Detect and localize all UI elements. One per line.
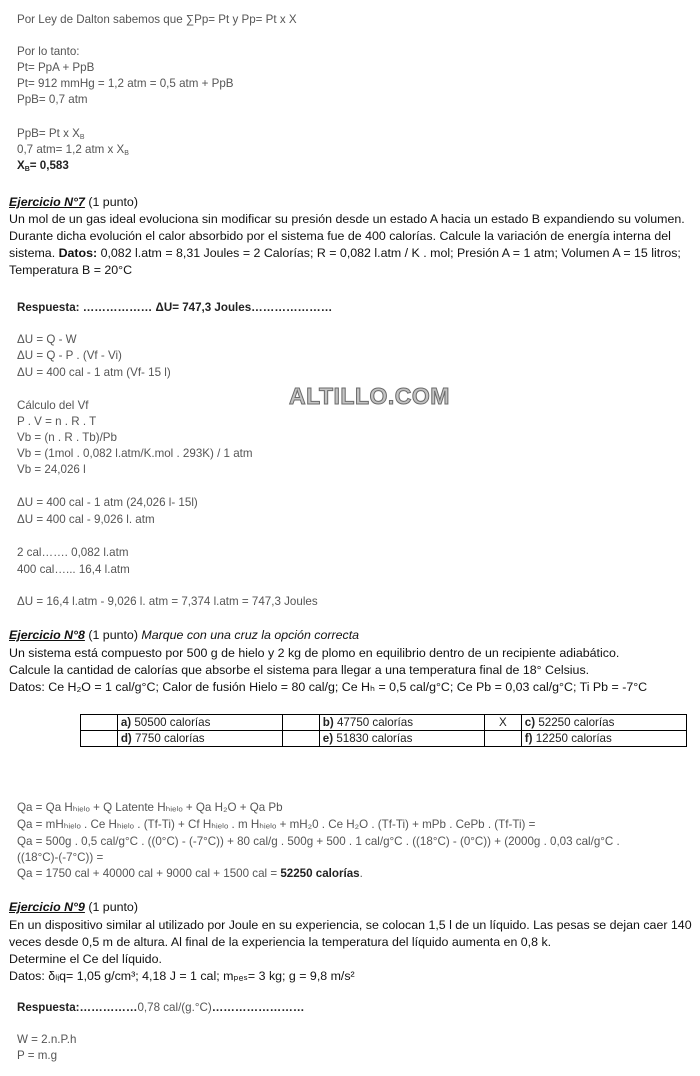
watermark-logo: ALTILLO.COM <box>289 383 450 409</box>
ej8-para-1: Un sistema está compuesto por 500 g de hielo y 2 kg de plomo en equilibrio dentro de un recipiente adiabático. <box>9 646 620 660</box>
ej8-calc-2: Qa = mHₕᵢₑₗₒ . Ce Hₕᵢₑₗₒ . (Tf-Ti) + Cf Hₕᵢₑₗₒ . m Hₕᵢₑₗₒ + mH₂0 . Ce H₂O . (Tf-Ti) + mPb . CePb . (Tf-Ti) = <box>17 818 536 831</box>
intro-line-5: 0,7 atm= 1,2 atm x $X_B$ <box>17 143 129 157</box>
ej9-step-2: P = m.g <box>17 1049 58 1062</box>
ej7-step-7: Vb = (1mol . 0,082 l.atm/K.mol . 293K) / 1 atm <box>17 447 253 460</box>
ej9-para-4: Datos: δₗᵢq= 1,05 g/cm³; 4,18 J = 1 cal; mₚₑₛ= 3 kg; g = 9,8 m/s² <box>9 969 355 983</box>
ej7-heading: Ejercicio N°7 (1 punto) <box>9 195 138 209</box>
ej9-heading: Ejercicio N°9 (1 punto) <box>9 900 138 914</box>
ej7-step-4: Cálculo del Vf <box>17 399 89 412</box>
option-a-mark[interactable] <box>81 715 118 731</box>
option-e: e) 51830 calorías <box>319 731 484 747</box>
ej7-step-8: Vb = 24,026 l <box>17 463 86 476</box>
option-a: a) 50500 calorías <box>117 715 282 731</box>
ej9-para-1: En un dispositivo similar al utilizado por Joule en su experiencia, se colocan 1,5 l de un líquido. Las pesas se dejan caer 140 <box>9 918 692 932</box>
ej7-step-13: ΔU = 16,4 l.atm - 9,026 l. atm = 7,374 l.atm = 747,3 Joules <box>17 595 318 608</box>
ej7-step-2: ΔU = Q - P . (Vf - Vi) <box>17 349 122 362</box>
option-f: f) 12250 calorías <box>521 731 686 747</box>
ej7-step-6: Vb = (n . R . Tb)/Pb <box>17 431 117 444</box>
ej7-para-2: Durante dicha evolución el calor absorbido por el sistema fue de 400 calorías. Calcule la variación de energía interna del <box>9 229 671 243</box>
ej9-para-2: veces desde 0,5 m de altura. Al final de la experiencia la temperatura del líquido aumenta en 0,8 k. <box>9 935 552 949</box>
ej7-respuesta: Respuesta: ……………… ΔU= 747,3 Joules………………… <box>17 301 333 314</box>
ej8-heading: Ejercicio N°8 (1 punto) Marque con una cruz la opción correcta <box>9 628 360 642</box>
ej9-step-1: W = 2.n.P.h <box>17 1033 77 1046</box>
option-c-mark[interactable]: X <box>484 715 521 731</box>
intro-line-3: PpB= 0,7 atm <box>17 93 88 106</box>
option-c: c) 52250 calorías <box>521 715 686 731</box>
options-table <box>80 714 687 747</box>
option-d-mark[interactable] <box>81 731 118 747</box>
por-lo-tanto: Por lo tanto: <box>17 45 80 58</box>
option-b: b) 47750 calorías <box>319 715 484 731</box>
option-b-mark[interactable] <box>282 715 319 731</box>
intro-line-1: Pt= PpA + PpB <box>17 61 95 74</box>
intro-line-4: PpB= Pt x $X_B$ <box>17 127 85 141</box>
ej8-calc-3: Qa = 500g . 0,5 cal/g°C . ((0°C) - (-7°C)) + 80 cal/g . 500g + 500 . 1 cal/g°C . ((18°C) - (0°C)) + (2000g . 0,03 cal/g°C . <box>17 835 620 848</box>
ej7-step-11: 2 cal……. 0,082 l.atm <box>17 546 129 559</box>
ej7-step-9: ΔU = 400 cal - 1 atm (24,026 l- 15l) <box>17 496 198 509</box>
option-e-mark[interactable] <box>282 731 319 747</box>
ej9-para-3: Determine el Ce del líquido. <box>9 952 162 966</box>
ej7-para-1: Un mol de un gas ideal evoluciona sin modificar su presión desde un estado A hacia un estado B expandiendo su volumen. <box>9 212 685 226</box>
ej7-para-3: sistema. Datos: 0,082 l.atm = 8,31 Joules = 2 Calorías; R = 0,082 l.atm / K . mol; Presión A = 1 atm; Volumen A = 15 litros; <box>9 246 681 260</box>
intro-result: $X_B= 0,583$ <box>17 159 69 173</box>
ej8-para-3: Datos: Ce H₂O = 1 cal/g°C; Calor de fusión Hielo = 80 cal/g; Ce Hₕ = 0,5 cal/g°C; Ce Pb = 0,03 cal/g°C; Ti Pb = -7°C <box>9 680 648 694</box>
ej8-para-2: Calcule la cantidad de calorías que absorbe el sistema para llegar a una temperatura final de 18° Celsius. <box>9 663 590 677</box>
ej8-calc-4: ((18°C)-(-7°C)) = <box>17 851 104 864</box>
dalton-line: Por Ley de Dalton sabemos que ∑Pp= Pt y Pp= Pt x X <box>17 13 297 26</box>
intro-line-2: Pt= 912 mmHg = 1,2 atm = 0,5 atm + PpB <box>17 77 234 90</box>
ej7-step-3: ΔU = 400 cal - 1 atm (Vf- 15 l) <box>17 366 171 379</box>
ej9-respuesta: Respuesta:……………0,78 cal/(g.°C)…………………… <box>17 1001 305 1014</box>
ej7-step-12: 400 cal…... 16,4 l.atm <box>17 563 130 576</box>
ej7-step-10: ΔU = 400 cal - 9,026 l. atm <box>17 513 155 526</box>
ej8-calc-5: Qa = 1750 cal + 40000 cal + 9000 cal + 1500 cal = 52250 calorías. <box>17 867 363 880</box>
ej8-calc-1: Qa = Qa Hₕᵢₑₗₒ + Q Latente Hₕᵢₑₗₒ + Qa H₂O + Qa Pb <box>17 801 283 814</box>
option-f-mark[interactable] <box>484 731 521 747</box>
ej7-step-5: P . V = n . R . T <box>17 415 97 428</box>
options-row <box>81 731 687 747</box>
options-row <box>81 715 687 731</box>
option-d: d) 7750 calorías <box>117 731 282 747</box>
ej7-step-1: ΔU = Q - W <box>17 333 77 346</box>
ej7-para-4: Temperatura B = 20°C <box>9 263 133 277</box>
